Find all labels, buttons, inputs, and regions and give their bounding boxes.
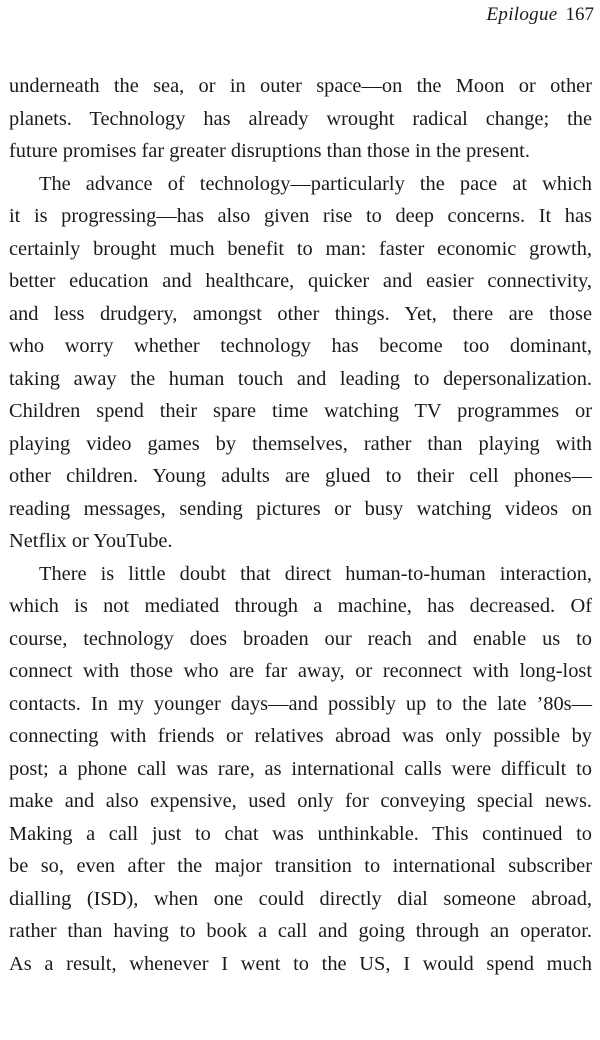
running-head [487,2,595,28]
text-line: Children spend their spare time watching TV programmes or [9,400,592,422]
text-line: other children. Young adults are glued to their cell phones— [9,465,592,487]
text-line: be so, even after the major transition to international subscriber [9,855,592,877]
text-line: There is little doubt that direct human-to-human interaction, [39,562,592,585]
body-text [9,70,592,980]
text-line: make and also expensive, used only for conveying special news. [9,790,592,812]
text-line: rather than having to book a call and going through an operator. [9,920,592,942]
text-line: it is progressing—has also given rise to deep concerns. It has [9,205,592,227]
text-line: Netflix or YouTube. [9,530,173,552]
text-line: who worry whether technology has become too dominant, [9,335,592,357]
text-line: contacts. In my younger days—and possibly up to the late ’80s— [9,692,592,715]
text-line: playing video games by themselves, rather than playing with [9,432,592,455]
text-line: taking away the human touch and leading to depersonalization. [9,367,592,390]
text-line: certainly brought much benefit to man: faster economic growth, [9,237,592,260]
text-line: connecting with friends or relatives abroad was only possible by [9,725,592,747]
text-line: post; a phone call was rare, as international calls were difficult to [9,757,592,780]
text-line: and less drudgery, amongst other things. Yet, there are those [9,302,592,325]
running-head-section: Epilogue [486,4,558,25]
page-number: 167 [565,4,594,25]
text-line: better education and healthcare, quicker and easier connectivity, [9,270,592,292]
text-line: which is not mediated through a machine, has decreased. Of [9,595,592,617]
text-line: course, technology does broaden our reach and enable us to [9,627,592,650]
text-line: future promises far greater disruptions than those in the present. [9,140,530,162]
text-line: As a result, whenever I went to the US, I would spend much [9,952,592,975]
text-line: reading messages, sending pictures or busy watching videos on [9,497,592,520]
text-line: planets. Technology has already wrought radical change; the [9,107,592,130]
text-line: connect with those who are far away, or reconnect with long-lost [9,660,592,682]
text-line: dialling (ISD), when one could directly dial someone abroad, [9,887,592,910]
text-line: The advance of technology—particularly the pace at which [39,172,592,195]
text-line: underneath the sea, or in outer space—on the Moon or other [9,75,592,97]
text-line: Making a call just to chat was unthinkable. This continued to [9,822,592,845]
